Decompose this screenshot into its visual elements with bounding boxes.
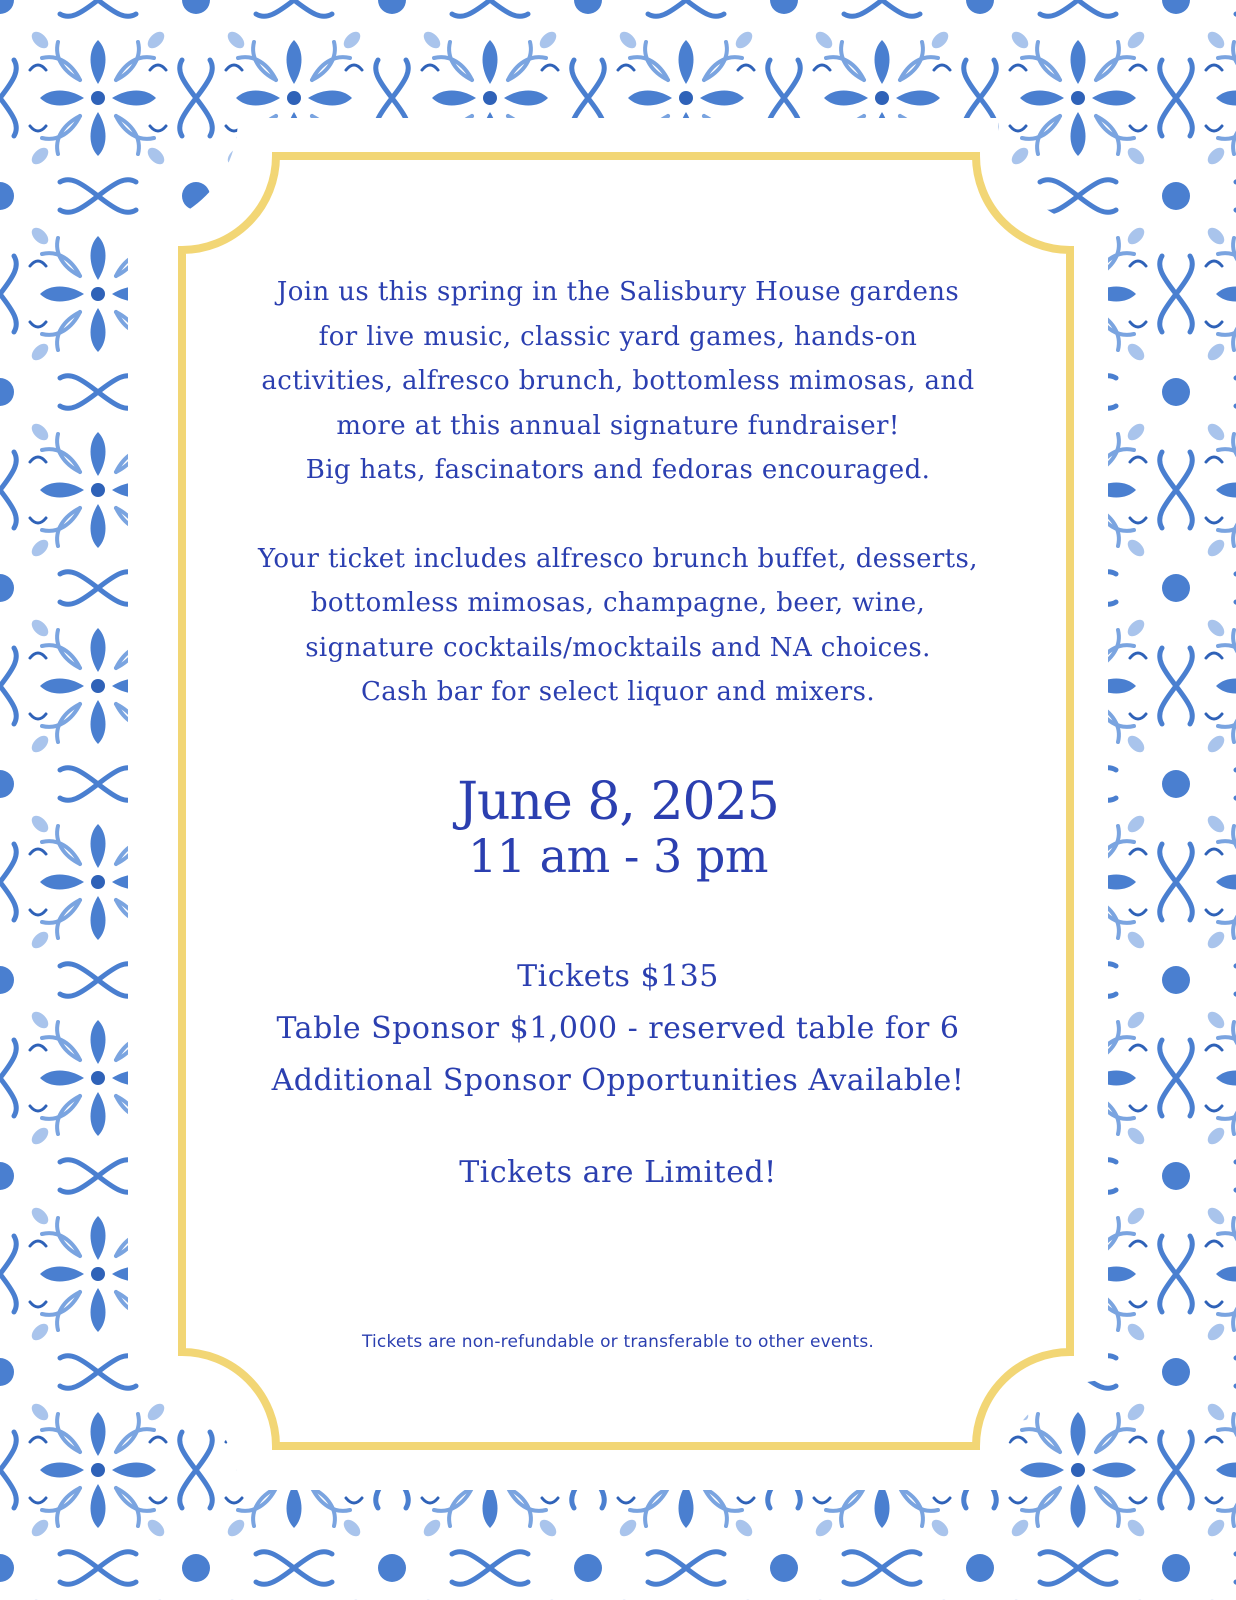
pricing-block (196, 951, 1040, 1107)
invitation-content (196, 270, 1040, 1193)
intro-line: for live music, classic yard games, hands-on (318, 321, 918, 352)
ticket-price: Tickets $135 (517, 958, 719, 994)
intro-line: more at this annual signature fundraiser! (336, 410, 900, 441)
ticket-info-line: Your ticket includes alfresco brunch buffet, desserts, (258, 543, 978, 574)
ticket-info-line: bottomless mimosas, champagne, beer, wine, (310, 588, 926, 618)
event-date: June 8, 2025 (457, 771, 779, 832)
intro-line: activities, alfresco brunch, bottomless mimosas, and (261, 366, 975, 396)
sponsor-opportunities: Additional Sponsor Opportunities Available! (271, 1062, 965, 1098)
intro-line: Big hats, fascinators and fedoras encouraged. (305, 455, 931, 485)
ticket-includes-paragraph (196, 537, 1040, 715)
event-time: 11 am - 3 pm (468, 828, 768, 883)
intro-paragraph (196, 270, 1040, 493)
table-sponsor: Table Sponsor $1,000 - reserved table for 6 (276, 1010, 960, 1046)
ticket-info-line: Cash bar for select liquor and mixers. (360, 677, 876, 707)
intro-line: Join us this spring in the Salisbury House gardens (276, 277, 960, 307)
disclaimer: Tickets are non-refundable or transferable to other events. (361, 1332, 875, 1352)
ticket-info-line: signature cocktails/mocktails and NA choices. (305, 632, 931, 663)
limited-notice: Tickets are Limited! (459, 1154, 777, 1190)
